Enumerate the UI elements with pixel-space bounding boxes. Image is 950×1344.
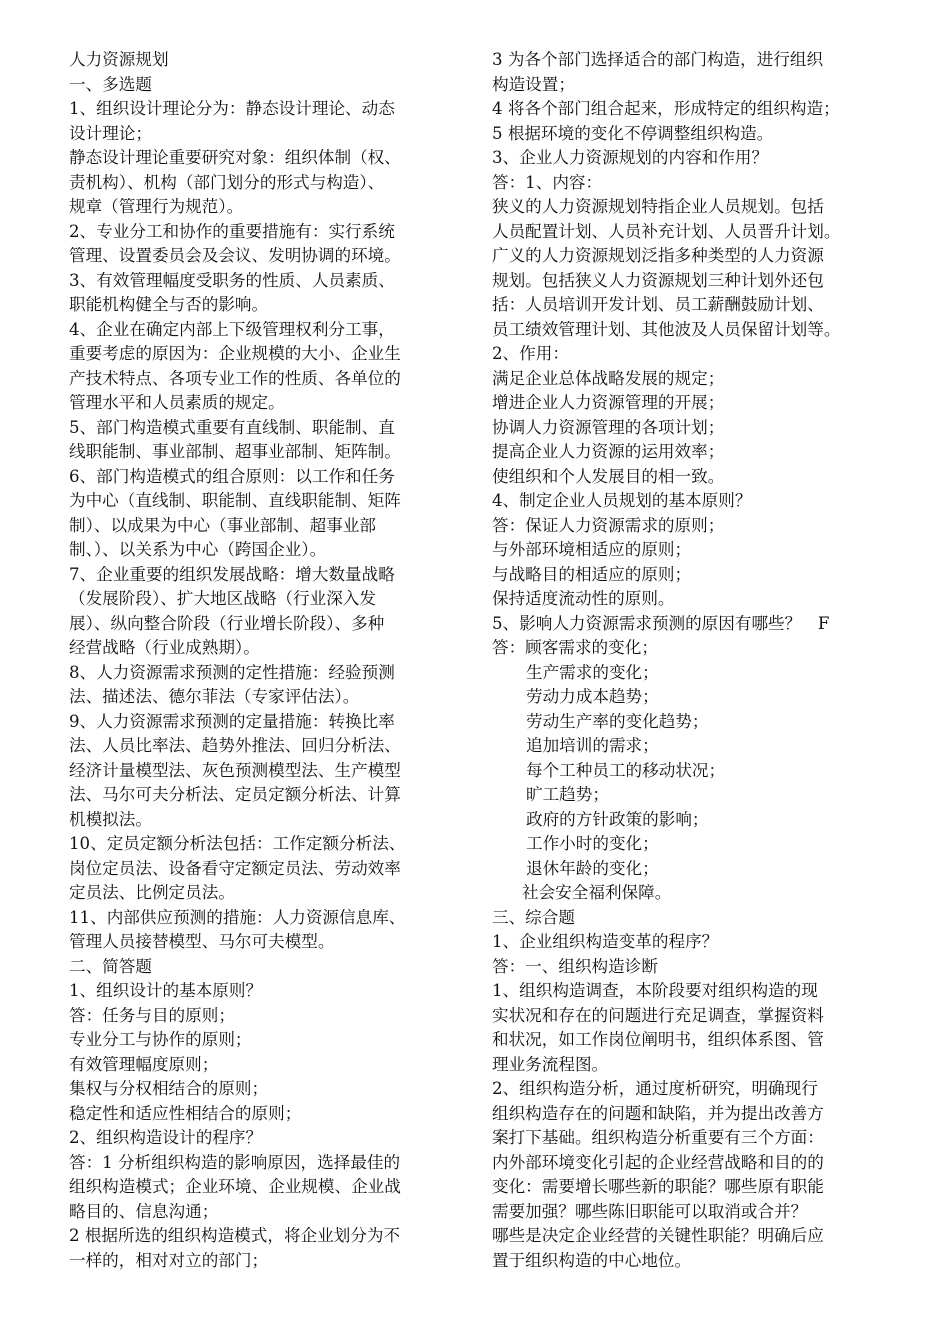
text-line: 1、组织设计的基本原则？ [69, 981, 263, 1000]
text-line: 人员配置计划、人员补充计划、人员晋升计划。 [492, 221, 841, 241]
text-line: 变化：需要增长哪些新的职能？哪些原有职能 [492, 1177, 824, 1196]
text-line: 责机构）、机构（部门划分的形式与构造）、 [69, 172, 385, 192]
text-line: 6、部门构造模式的组合原则：以工作和任务 [69, 466, 395, 486]
text-line: 2、组织构造分析，通过度析研究，明确现行 [492, 1079, 818, 1098]
text-line: 使组织和个人发展目的相一致。 [492, 466, 725, 486]
text-line: 规章（管理行为规范）。 [69, 197, 244, 216]
text-line: 9、人力资源需求预测的定量措施：转换比率 [69, 711, 395, 731]
text-line: 组织构造模式；企业环境、企业规模、企业战 [69, 1177, 401, 1196]
section-heading: 一、多选题 [69, 74, 152, 94]
text-line: 构造设置； [492, 74, 575, 94]
text-line: 提高企业人力资源的运用效率； [492, 442, 725, 461]
text-line: 答：保证人力资源需求的原则； [492, 515, 725, 535]
text-line: 3、有效管理幅度受职务的性质、人员素质、 [69, 270, 395, 290]
text-line: 4 将各个部门组合起来，形成特定的组织构造； [492, 99, 840, 118]
list-item: 劳动生产率的变化趋势； [526, 711, 709, 731]
text-line: 答：顾客需求的变化； [492, 638, 658, 657]
right-column [492, 48, 888, 1273]
list-item: 生产需求的变化； [526, 662, 659, 682]
list-item: 每个工种员工的移动状况； [526, 760, 726, 780]
text-line: 产技术特点、各项专业工作的性质、各单位的 [69, 368, 401, 388]
text-line: 答：任务与目的原则； [69, 1005, 235, 1025]
text-line: 答：1、内容： [492, 172, 603, 192]
text-line: 案打下基础。组织构造分析重要有三个方面： [492, 1128, 824, 1147]
text-line: 1、组织构造调查，本阶段要对组织构造的现 [492, 981, 818, 1000]
text-line: 2、组织构造设计的程序？ [69, 1128, 263, 1147]
text-line: 3 为各个部门选择适合的部门构造，进行组织 [492, 50, 824, 69]
text-line: 5、部门构造模式重要有直线制、职能制、直 [69, 417, 395, 437]
text-line: 2、专业分工和协作的重要措施有：实行系统 [69, 221, 395, 241]
text-line: 稳定性和适应性相结合的原则； [69, 1103, 302, 1123]
text-line: 置于组织构造的中心地位。 [492, 1250, 692, 1270]
text-line: 线职能制、事业部制、超事业部制、矩阵制。 [69, 442, 401, 461]
text-line: 满足企业总体战略发展的规定； [492, 368, 725, 388]
text-line: 岗位定员法、设备看守定额定员法、劳动效率 [69, 858, 401, 878]
text-line: 制、）、以关系为中心（跨国企业）。 [69, 540, 327, 559]
text-line: 狭义的人力资源规划特指企业人员规划。包括 [492, 197, 824, 216]
text-line: 略目的、信息沟通； [69, 1201, 219, 1221]
text-line: 制）、以成果为中心（事业部制、超事业部 [69, 515, 376, 535]
list-item: 劳动力成本趋势； [526, 687, 659, 706]
text-line: 保持适度流动性的原则。 [492, 589, 675, 608]
text-line: 10、定员定额分析法包括：工作定额分析法、 [69, 834, 406, 853]
text-line: 管理人员接替模型、马尔可夫模型。 [69, 932, 335, 951]
text-line: 哪些是决定企业经营的关键性职能？明确后应 [492, 1226, 824, 1245]
text-line: 4、企业在确定内部上下级管理权利分工事， [69, 319, 395, 339]
text-line: 4、制定企业人员规划的基本原则？ [492, 491, 752, 510]
list-item: 社会安全福利保障。 [522, 883, 672, 902]
text-line: 3、企业人力资源规划的内容和作用？ [492, 148, 769, 167]
text-line: 经济计量模型法、灰色预测模型法、生产模型 [69, 760, 401, 780]
left-column [69, 48, 461, 1273]
text-line: 和状况，如工作岗位阐明书，组织体系图、管 [492, 1030, 824, 1049]
text-line: 有效管理幅度原则； [69, 1054, 219, 1074]
text-line: 答：一、组织构造诊断 [492, 956, 658, 976]
text-line: 规划。包括狭义人力资源规划三种计划外还包 [492, 270, 824, 290]
list-item: 退休年龄的变化； [526, 858, 659, 878]
text-line: 法、马尔可夫分析法、定员定额分析法、计算 [69, 785, 401, 804]
text-line: 2、作用： [492, 344, 569, 363]
text-line: 与外部环境相适应的原则； [492, 540, 692, 559]
text-line: 与战略目的相适应的原则； [492, 564, 692, 584]
text-line: 集权与分权相结合的原则； [69, 1079, 269, 1098]
text-line: 重要考虑的原因为：企业规模的大小、企业生 [69, 344, 401, 363]
section-heading: 三、综合题 [492, 907, 575, 927]
text-line: 组织构造存在的问题和缺陷，并为提出改善方 [492, 1103, 824, 1123]
text-line: 5、影响人力资源需求预测的原因有哪些？ F [492, 613, 830, 633]
text-line: 5 根据环境的变化不停调整组织构造。 [492, 123, 774, 143]
text-line: 理业务流程图。 [492, 1054, 609, 1074]
text-line: （发展阶段）、扩大地区战略（行业深入发 [69, 589, 376, 608]
text-line: 管理、设置委员会及会议、发明协调的环境。 [69, 246, 401, 265]
text-line: 实状况和存在的问题进行充足调查，掌握资料 [492, 1005, 824, 1025]
text-line: 增进企业人力资源管理的开展； [492, 393, 725, 412]
list-item: 旷工趋势； [526, 785, 609, 804]
text-line: 管理水平和人员素质的规定。 [69, 393, 285, 412]
text-line: 答：1 分析组织构造的影响原因，选择最佳的 [69, 1152, 401, 1172]
text-line: 一样的，相对对立的部门； [69, 1250, 269, 1270]
text-line: 设计理论； [69, 123, 152, 143]
text-line: 人力资源规划 [69, 50, 169, 69]
text-line: 法、人员比率法、趋势外推法、回归分析法、 [69, 736, 401, 755]
list-item: 工作小时的变化； [526, 834, 659, 853]
text-line: 为中心（直线制、职能制、直线职能制、矩阵 [69, 491, 401, 510]
text-line: 协调人力资源管理的各项计划； [492, 417, 725, 437]
list-item: 政府的方针政策的影响； [526, 809, 709, 829]
text-line: 机模拟法。 [69, 809, 152, 829]
section-heading: 二、简答题 [69, 956, 152, 976]
text-line: 广义的人力资源规划泛指多种类型的人力资源 [492, 246, 824, 265]
text-line: 11、内部供应预测的措施：人力资源信息库、 [69, 907, 406, 927]
text-line: 展）、纵向整合阶段（行业增长阶段）、多种 [69, 613, 385, 633]
text-line: 需要加强？哪些陈旧职能可以取消或合并？ [492, 1201, 808, 1221]
text-line: 职能机构健全与否的影响。 [69, 295, 269, 314]
text-line: 8、人力资源需求预测的定性措施：经验预测 [69, 662, 395, 682]
text-line: 经营战略（行业成熟期）。 [69, 638, 260, 657]
text-line: 法、描述法、德尔菲法（专家评估法）。 [69, 687, 360, 706]
text-line: 静态设计理论重要研究对象：组织体制（权、 [69, 148, 401, 167]
text-line: 7、企业重要的组织发展战略：增大数量战略 [69, 564, 395, 584]
text-line: 括：人员培训开发计划、员工薪酬鼓励计划、 [492, 295, 824, 314]
text-line: 内外部环境变化引起的企业经营战略和目的的 [492, 1152, 824, 1172]
text-line: 员工绩效管理计划、其他波及人员保留计划等。 [492, 319, 841, 339]
text-line: 1、组织设计理论分为：静态设计理论、动态 [69, 99, 395, 118]
text-line: 定员法、比例定员法。 [69, 883, 235, 902]
text-line: 专业分工与协作的原则； [69, 1030, 252, 1049]
list-item: 追加培训的需求； [526, 736, 659, 755]
text-line: 1、企业组织构造变革的程序？ [492, 932, 719, 951]
text-line: 2 根据所选的组织构造模式，将企业划分为不 [69, 1226, 401, 1245]
